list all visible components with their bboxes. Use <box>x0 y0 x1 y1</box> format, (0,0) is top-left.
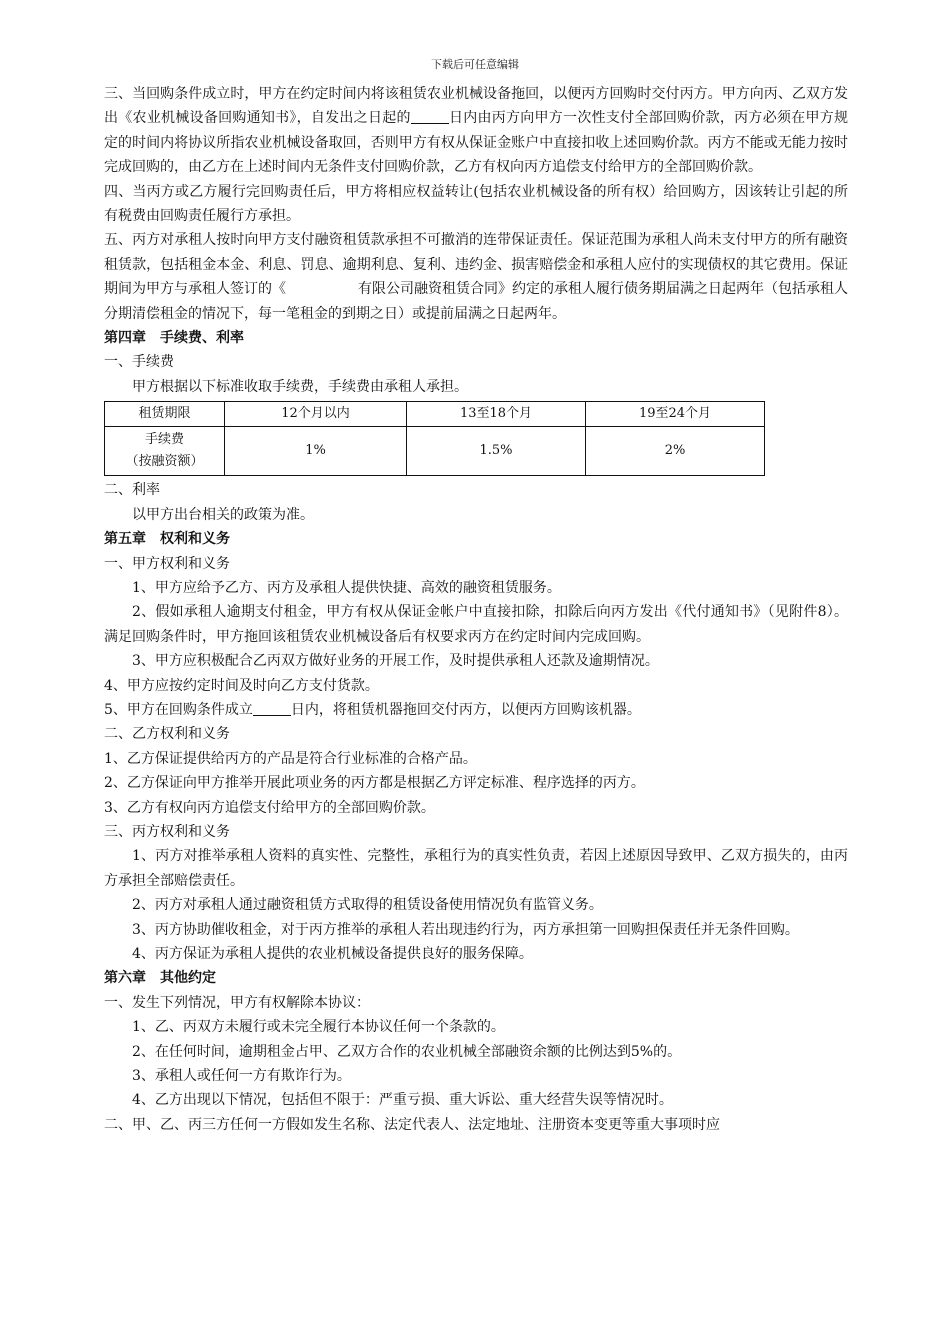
fee-table-header-cell: 租赁期限 <box>105 402 225 427</box>
fill-blank <box>253 701 291 716</box>
party-c-heading: 三、丙方权利和义务 <box>104 823 230 840</box>
clause-text: 日内由丙方向甲方一次性支付全部回购价款，丙方必须在甲方规定的时间内将协议所指农业机械设备取回，否则甲方有权从保证金账户中直接扣收上述回购价款。丙方不能或无能力按时完成回购的，由乙方在上述时间内无条件支付回购价款，乙方有权向丙方追偿支付给甲方的全部回购价款。 <box>104 110 848 176</box>
party-b-heading: 二、乙方权利和义务 <box>104 726 230 743</box>
party-a-item: 4、甲方应按约定时间及时向乙方支付货款。 <box>104 677 379 694</box>
fee-label-line: （按融资额） <box>125 454 204 470</box>
party-a-item: 1、甲方应给予乙方、丙方及承租人提供快捷、高效的融资租赁服务。 <box>132 579 561 596</box>
party-c-item: 3、丙方协助催收租金，对于丙方推举的承租人若出现违约行为，丙方承担第一回购担保责任并无条件回购。 <box>132 921 799 938</box>
party-a-item: 3、甲方应积极配合乙丙双方做好业务的开展工作，及时提供承租人还款及逾期情况。 <box>132 653 659 670</box>
party-b-item: 1、乙方保证提供给丙方的产品是符合行业标准的合格产品。 <box>104 750 477 767</box>
fee-table-header-cell: 12个月以内 <box>225 402 407 427</box>
chapter-6-title: 第六章 其他约定 <box>104 970 216 987</box>
chapter-4-title: 第四章 手续费、利率 <box>104 330 244 347</box>
fee-table-row <box>105 427 765 476</box>
chapter-5-title: 第五章 权利和义务 <box>104 531 230 548</box>
clause-text: 有限公司融资租赁合同》约定的承租人履行债务期届满之日起两年（包括承租人分期清偿租金的情况下，每一笔租金的到期之日）或提前届满之日起两年。 <box>104 281 848 322</box>
party-a-heading: 一、甲方权利和义务 <box>104 555 230 572</box>
termination-item: 1、乙、丙双方未履行或未完全履行本协议任何一个条款的。 <box>132 1019 505 1036</box>
party-b-item: 3、乙方有权向丙方追偿支付给甲方的全部回购价款。 <box>104 799 435 816</box>
party-b-item: 2、乙方保证向甲方推举开展此项业务的丙方都是根据乙方评定标准、程序选择的丙方。 <box>104 775 645 792</box>
termination-heading: 一、发生下列情况，甲方有权解除本协议： <box>104 994 370 1011</box>
change-notice-clause: 二、甲、乙、丙三方任何一方假如发生名称、法定代表人、法定地址、注册资本变更等重大事项时应 <box>104 1116 720 1133</box>
termination-item: 2、在任何时间，逾期租金占甲、乙双方合作的农业机械全部融资余额的比例达到5%的。 <box>132 1043 682 1060</box>
page-header: 下载后可任意编辑 <box>431 58 519 71</box>
section-rate-heading: 二、利率 <box>104 482 160 499</box>
section-fee-heading: 一、手续费 <box>104 354 174 371</box>
party-c-item: 1、丙方对推举承租人资料的真实性、完整性，承租行为的真实性负责，若因上述原因导致甲、乙双方损失的，由丙方承担全部赔偿责任。 <box>104 848 848 889</box>
fee-table-cell: 1% <box>225 427 407 476</box>
party-c-item: 4、丙方保证为承租人提供的农业机械设备提供良好的服务保障。 <box>132 946 533 962</box>
clause-text: 三、当回购条件成立时，甲方在约定时间内将该租赁农业机械设备拖回，以便丙方回购时交付丙方。甲方向丙、乙双方发出《农业机械设备回购通知书》，自发出之日起的 <box>104 86 848 127</box>
clause-text: 5、甲方在回购条件成立 <box>104 701 253 718</box>
clause-3-3 <box>104 82 848 180</box>
fee-table-cell: 2% <box>586 427 765 476</box>
clause-text: 日内，将租赁机器拖回交付丙方，以便丙方回购该机器。 <box>290 701 641 718</box>
document-body <box>104 82 848 1137</box>
fill-blank <box>411 109 449 124</box>
fee-table-row-label <box>105 427 225 476</box>
party-a-item: 2、假如承租人逾期支付租金，甲方有权从保证金帐户中直接扣除，扣除后向丙方发出《代付通知书》（见附件8）。满足回购条件时，甲方拖回该租赁农业机械设备后有权要求丙方在约定时间内完成回购。 <box>104 604 848 645</box>
section-rate-text: 以甲方出台相关的政策为准。 <box>132 506 314 523</box>
fee-table-cell: 1.5% <box>407 427 586 476</box>
fee-label-line: 手续费 <box>144 432 184 448</box>
party-a-item <box>104 698 848 722</box>
termination-item: 3、承租人或任何一方有欺诈行为。 <box>132 1068 351 1085</box>
clause-3-4: 四、当丙方或乙方履行完回购责任后，甲方将相应权益转让(包括农业机械设备的所有权）给回购方，因该转让引起的所有税费由回购责任履行方承担。 <box>104 183 848 225</box>
section-fee-text: 甲方根据以下标准收取手续费，手续费由承租人承担。 <box>132 378 468 395</box>
termination-item: 4、乙方出现以下情况，包括但不限于：严重亏损、重大诉讼、重大经营失误等情况时。 <box>132 1092 673 1109</box>
fee-table <box>104 401 765 476</box>
party-c-item: 2、丙方对承租人通过融资租赁方式取得的租赁设备使用情况负有监管义务。 <box>132 897 603 914</box>
clause-text: 五、丙方对承租人按时向甲方支付融资租赁款承担不可撤消的连带保证责任。保证范围为承租人尚未支付甲方的所有融资租赁款，包括租金本金、利息、罚息、逾期利息、复利、违约金、损害赔偿金和承租人应付的实现债权的其它费用。保证期间为甲方与承租人签订的《 <box>104 232 848 298</box>
fee-table-header-cell: 13至18个月 <box>407 402 586 427</box>
fee-table-header-row <box>105 402 765 427</box>
clause-3-5 <box>104 228 848 326</box>
fee-table-header-cell: 19至24个月 <box>586 402 765 427</box>
